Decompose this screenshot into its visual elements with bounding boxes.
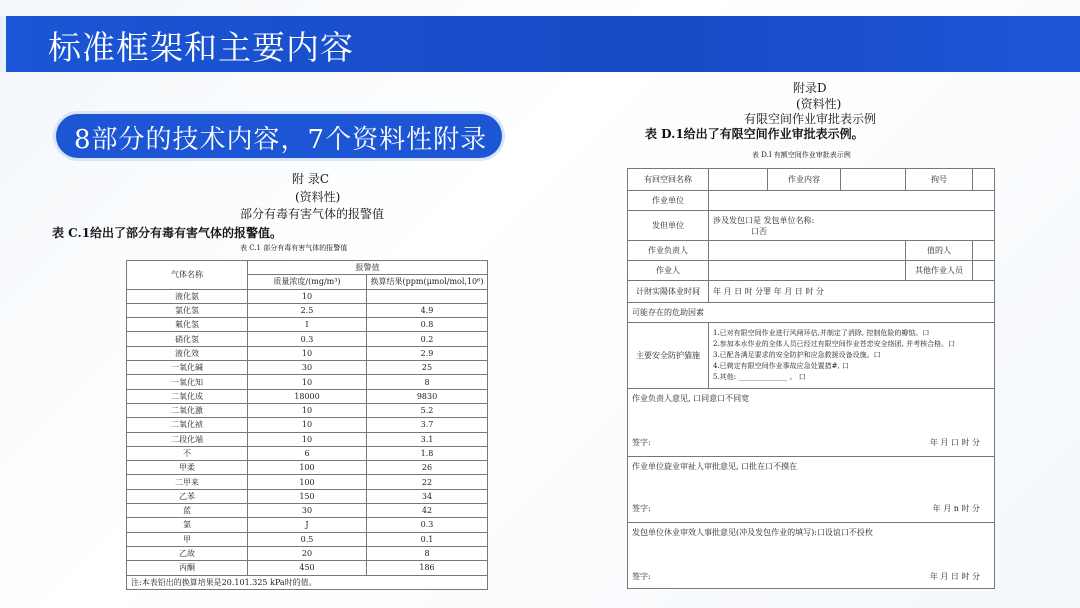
d-safety-measures-list [709,323,995,389]
subtitle-text: 8部分的技术内容，7个资料性附录 [74,125,488,155]
table-c-cell-gas: 氯 [127,518,248,532]
table-c-cell-conv: 3.7 [367,418,488,432]
table-c-cell-mass: 10 [248,289,367,303]
table-c-cell-conv: 0.1 [367,532,488,546]
d-value-duty-person [973,241,995,261]
slide-title: 标准框架和主要内容 [48,28,354,67]
table-c-row [127,418,488,432]
table-c-row [127,332,488,346]
table-c-cell-mass: 100 [248,461,367,475]
table-c-row [127,489,488,503]
appendix-c-type: (资料性) [295,190,341,204]
table-c-cell-mass: 10 [248,403,367,417]
d-leader-sign: 签字: [632,438,651,447]
table-c-row [127,518,488,532]
table-c-cell-conv: 25 [367,361,488,375]
table-c-cell-mass: 6 [248,446,367,460]
d-label-work-unit: 作业单位 [628,191,709,211]
table-c-row [127,461,488,475]
d-label-work-content: 作业内容 [768,169,841,191]
table-c-row [127,346,488,360]
table-c-cell-mass: 30 [248,504,367,518]
d-contract-sign: 签字: [632,572,651,581]
appendix-d-title: 附录D [793,81,827,95]
table-c-cell-gas: 二段化端 [127,432,248,446]
table-c-note: 注:本表铅出的换算培果是20.101.325 kPa时的值。 [127,575,488,589]
table-c-cell-gas: 一氧化知 [127,375,248,389]
table-c-cell-gas: 一氧化碱 [127,361,248,375]
table-c-cell-conv: 5.2 [367,403,488,417]
d-contract-yes: 涉及发包口是 发包单位名称: [713,215,815,225]
table-c-cell-gas: 乙苯 [127,489,248,503]
d-value-work-unit [709,191,995,211]
d-value-number [973,169,995,191]
appendix-c-title: 附 录C [292,172,329,186]
table-c-cell-gas: 甲柔 [127,461,248,475]
table-c-cell-conv: 4.9 [367,303,488,317]
table-c-cell-mass: 150 [248,489,367,503]
d-safety-item: 2.参加本水作业的全体人员已经过有限空间作业苍恋安全络团, 并考核合格。口 [713,340,956,348]
table-c-cell-mass: 2.5 [248,303,367,317]
d-label-hazards: 可能存在的危助因素 [628,303,995,323]
d-safety-item: 3.已配各满足要求的安全防护和应急救援设备设施。口 [713,351,881,359]
d-value-other-workers [973,261,995,281]
d-contract-approval [628,523,995,589]
table-c-cell-gas: 硝化氢 [127,332,248,346]
table-c-row [127,432,488,446]
table-c-cell-mass: I [248,318,367,332]
table-c-cell-conv: 186 [367,561,488,575]
table-d-caption: 表 D.I 有额空间作业审批表示例 [752,151,851,159]
d-label-contract-unit: 发但单位 [628,211,709,241]
table-c-row [127,289,488,303]
table-c-cell-conv: 26 [367,461,488,475]
table-c-cell-gas: 氟化氢 [127,318,248,332]
table-c-cell-gas: 甲 [127,532,248,546]
table-c-cell-gas: 蓝 [127,504,248,518]
table-c-row [127,375,488,389]
table-c-cell-gas: 二氧化成 [127,389,248,403]
table-c-cell-gas: 二甲来 [127,475,248,489]
d-unit-date: 年 月 n 时 分 [932,504,980,513]
table-c-cell-gas: 不 [127,446,248,460]
table-c-cell-conv: 1.8 [367,446,488,460]
appendix-c-heading: 部分有毒有害气体的报警值 [240,207,385,221]
appendix-d-heading: 有限空间作业审批表示例 [744,112,877,126]
table-c-cell-gas: 氯化氢 [127,303,248,317]
table-c-cell-mass: 100 [248,475,367,489]
d-value-worker [709,261,906,281]
table-c-cell-conv: 0.3 [367,518,488,532]
table-c-cell-mass: J [248,518,367,532]
appendix-d-type: (资料性) [796,97,842,111]
appendix-d-intro: 表 D.1给出了有限空间作业审批表示例。 [645,127,864,141]
table-c-cell-mass: 18000 [248,389,367,403]
table-c-cell-conv: 34 [367,489,488,503]
d-contract-no: 口否 [751,226,767,236]
table-c-cell-mass: 0.5 [248,532,367,546]
table-c-cell-conv: 8 [367,546,488,560]
subtitle-pill [56,114,502,158]
banner-accent [0,16,6,72]
table-c-caption: 表 C.1 部分有毒有害气体的报警值 [240,244,348,252]
table-c-row [127,532,488,546]
table-c-cell-gas: 液化效 [127,346,248,360]
table-c-cell-gas: 二氧化祯 [127,418,248,432]
table-c-cell-mass: 10 [248,375,367,389]
table-c-row [127,446,488,460]
d-unit-approval-text: 作业单位旋业审祉人审批意见, 口批在口不摸在 [632,462,798,471]
table-c [126,260,488,590]
d-safety-item: 1.已对有限空间作业进行风闸环估,并制定了消除, 控制危险的瓣惦。口 [713,329,930,337]
d-value-work-content [841,169,906,191]
d-label-duty-person: 值的人 [906,241,973,261]
table-c-cell-conv: 0.8 [367,318,488,332]
d-value-work-leader [709,241,906,261]
d-contract-approval-text: 发包单位休业审效人事批意见(冲及发包作业的填写):口设谊口不投枚 [632,528,873,537]
table-c-cell-conv: 0.2 [367,332,488,346]
table-c-cell-mass: 30 [248,361,367,375]
d-safety-item: 5.其他: ______________ 。 口 [713,373,806,381]
table-c-row [127,318,488,332]
table-c-cell-mass: 10 [248,346,367,360]
table-c-cell-conv: 9830 [367,389,488,403]
table-c-cell-conv: 2.9 [367,346,488,360]
d-label-other-workers: 其他作业人员 [906,261,973,281]
table-c-cell-gas: 液化氨 [127,289,248,303]
table-c-cell-mass: 450 [248,561,367,575]
appendix-c-intro: 表 C.1给出了部分有毒有害气体的报警值。 [52,226,283,240]
table-c-cell-conv: 22 [367,475,488,489]
table-c-cell-gas: 丙酮 [127,561,248,575]
d-leader-date: 年 月 口 时 分 [929,438,980,447]
table-d-container [627,168,995,589]
table-c-row [127,361,488,375]
table-c-cell-conv: 3.1 [367,432,488,446]
table-c-row [127,504,488,518]
table-c-header-alarm: 报警值 [248,261,488,275]
d-leader-opinion [628,389,995,457]
d-label-safety-measures: 主要安全防护猫施 [628,323,709,389]
d-label-space-name: 有回空回名称 [628,169,709,191]
table-c-header-gas: 气体名称 [127,261,248,290]
table-c-row [127,303,488,317]
d-label-worker: 作业人 [628,261,709,281]
d-unit-sign: 签字: [632,504,651,513]
d-label-number: 拘号 [906,169,973,191]
table-c-row [127,389,488,403]
d-value-contract-unit [709,211,995,241]
table-d [627,168,995,589]
table-c-cell-mass: 10 [248,432,367,446]
table-c-row [127,475,488,489]
d-label-work-time: 计财实陽体业时间 [628,281,709,303]
table-c-cell-gas: 二氧化激 [127,403,248,417]
d-unit-approval [628,457,995,523]
d-label-work-leader: 作业负责人 [628,241,709,261]
table-c-row [127,561,488,575]
table-c-row [127,403,488,417]
d-safety-item: 4.已剃定有限空间作业事故应急处置措#, 口 [713,362,849,370]
d-value-space-name [709,169,768,191]
title-banner [0,16,1080,72]
table-c-header-mass: 质量浓度/(mg/m³) [248,275,367,289]
table-c-row [127,546,488,560]
table-c-cell-conv [367,289,488,303]
table-c-cell-gas: 乙故 [127,546,248,560]
table-c-cell-conv: 42 [367,504,488,518]
table-c-cell-mass: 20 [248,546,367,560]
table-c-header-conv: 换算结果(ppm(μmol/mol,10⁶) [367,275,488,289]
d-contract-date: 年 月 日 时 分 [929,572,980,581]
table-c-container [126,260,488,590]
d-leader-opinion-text: 作业负责人意见, 口同意口不同宽 [632,394,750,403]
table-c-cell-mass: 0.3 [248,332,367,346]
table-c-cell-mass: 10 [248,418,367,432]
d-value-work-time: 年 月 日 时 分罪 年 月 日 时 分 [709,281,995,303]
table-c-cell-conv: 8 [367,375,488,389]
